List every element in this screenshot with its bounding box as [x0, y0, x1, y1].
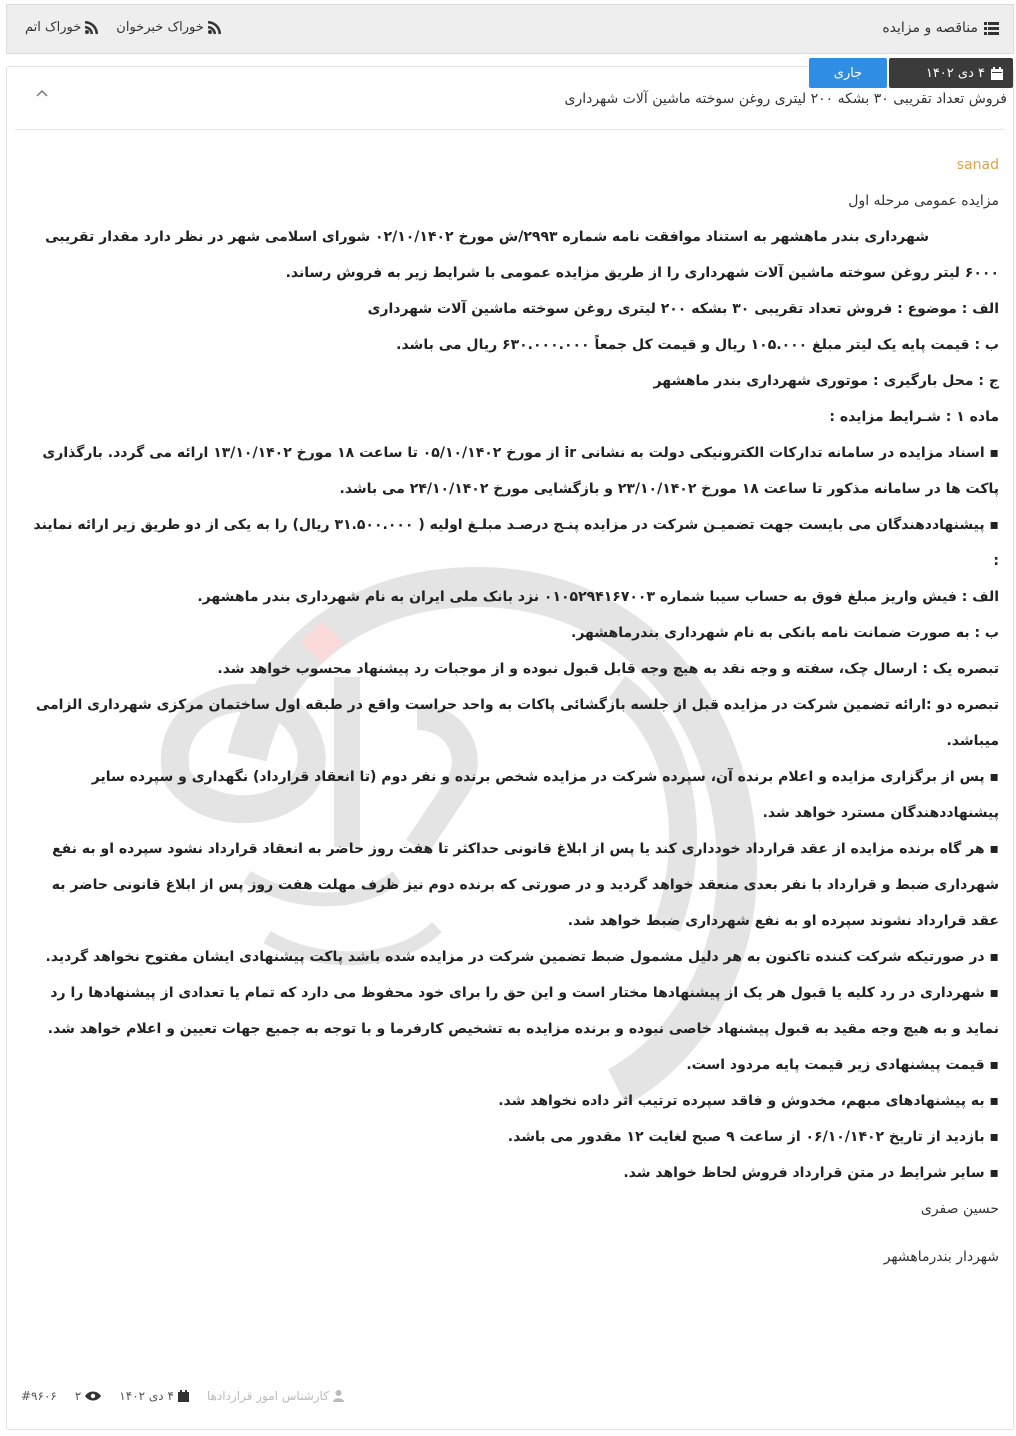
- status-badge: جاری: [809, 58, 887, 88]
- rss-icon: [208, 21, 221, 34]
- note-one: تبصره یک : ارسال چک، سفته و وجه نقد به هیچ وجه قابل قبول نبوده و از موجبات رد پیشنهاد محسوب خواهد شد.: [217, 661, 999, 677]
- calendar-icon: [991, 67, 1003, 80]
- note-two: تبصره دو :ارائه تضمین شرکت در مزایده قبل از جلسه بازگشائی پاکات به واحد حراست واقع در طبقه اول ساختمان مرکزی شهرداری الزامی میباشد.: [35, 697, 999, 749]
- section-breadcrumb[interactable]: [882, 20, 999, 36]
- condition-item: ▪ قیمت پیشنهادی زیر قیمت پایه مردود است.: [27, 1047, 999, 1083]
- divider: [15, 129, 1005, 130]
- section-label: مناقصه و مزایده: [882, 20, 978, 36]
- feed-news-link[interactable]: [116, 20, 220, 35]
- intro-paragraph: شهرداری بندر ماهشهر به استناد موافقت نامه شماره ۲۹۹۳/ش مورخ ۰۲/۱۰/۱۴۰۲ شورای اسلامی شهر در نظر دارد مقدار تقریبی ۶۰۰۰ لیتر روغن سوخته ماشین آلات شهرداری را از طریق مزایده عمومی با شرایط زیر به فروش رساند.: [45, 229, 999, 281]
- condition-item: ▪ بازدید از تاریخ ۰۶/۱۰/۱۴۰۲ از ساعت ۹ صبح لغایت ۱۲ مقدور می باشد.: [27, 1119, 999, 1155]
- condition-item: ▪ پس از برگزاری مزایده و اعلام برنده آن، سپرده شرکت در مزایده شخص برنده و نفر دوم (تا انعقاد قرارداد) نگهداری و سپرده سایر پیشنهاددهندگان مسترد خواهد شد.: [27, 759, 999, 831]
- condition-subitem: الف : فیش واریز مبلغ فوق به حساب سیبا شماره ۰۱۰۵۲۹۴۱۶۷۰۰۳ نزد بانک ملی ایران به نام شهرداری بندر ماهشهر.: [197, 589, 999, 605]
- feed-links: [25, 20, 221, 35]
- eye-icon: [85, 1391, 101, 1401]
- date-text: ۴ دی ۱۴۰۲: [925, 65, 985, 81]
- condition-item: ▪ سایر شرایط در متن قرارداد فروش لحاظ خواهد شد.: [27, 1155, 999, 1191]
- list-icon: [984, 22, 999, 35]
- announcement-card: [6, 66, 1014, 1430]
- feed-news-label: خوراک خبرخوان: [116, 20, 204, 35]
- rss-icon: [85, 21, 98, 34]
- signer-name: حسین صفری: [920, 1201, 999, 1217]
- condition-item: ▪ شهرداری در رد کلیه یا قبول هر یک از پیشنهادها مختار است و این حق را برای خود محفوظ می دارد که تمام یا تعدادی از پیشنهادها را رد نماید و به هیچ وجه مقید به قبول پیشنهاد خاصی نبوده و برنده مزایده به تشخیص کارفرما و با توجه به جمیع جهات تعیین و اعلام خواهد شد.: [27, 975, 999, 1047]
- auction-type: مزایده عمومی مرحله اول: [848, 193, 999, 209]
- author-name: کارشناس امور قراردادها: [206, 1389, 329, 1403]
- chevron-up-icon[interactable]: [35, 87, 49, 101]
- condition-item: ▪ در صورتیکه شرکت کننده تاکنون به هر دلیل مشمول ضبط تضمین شرکت در مزایده شده باشد پاکت پیشنهادی ایشان مفتوح نخواهد گردید.: [27, 939, 999, 975]
- post-date-text: ۴ دی ۱۴۰۲: [119, 1389, 174, 1403]
- author-link[interactable]: [207, 1389, 344, 1403]
- condition-item: ▪ پیشنهاددهندگان می بایست جهت تضمیـن شرکت در مزایده پنـج درصـد مبلـغ اولیه ( ۳۱.۵۰۰.۰۰۰ ریال) را به یکی از دو طریق زیر ارائه نمایند :: [27, 507, 999, 579]
- view-count-text: ۲: [74, 1389, 82, 1403]
- calendar-icon: [178, 1390, 189, 1402]
- item-id: #۹۶۰۶: [21, 1389, 57, 1403]
- source-label: sanad: [956, 157, 999, 173]
- location-line: ج : محل بارگیری : موتوری شهرداری بندر ماهشهر: [653, 373, 999, 389]
- article-heading: ماده ۱ : شـرایط مزایده :: [829, 409, 999, 425]
- condition-item: ▪ به پیشنهادهای مبهم، مخدوش و فاقد سپرده ترتیب اثر داده نخواهد شد.: [27, 1083, 999, 1119]
- feed-atom-link[interactable]: [25, 20, 98, 35]
- subject-line: الف : موضوع : فروش تعداد تقریبی ۳۰ بشکه ۲۰۰ لیتری روغن سوخته ماشین آلات شهرداری: [367, 301, 999, 317]
- price-line: ب : قیمت پایه یک لیتر مبلغ ۱۰۵.۰۰۰ ریال و قیمت کل جمعاً ۶۳۰.۰۰۰.۰۰۰ ریال می باشد.: [396, 337, 999, 353]
- user-icon: [333, 1390, 344, 1402]
- view-count: [75, 1389, 101, 1403]
- post-date: [119, 1389, 189, 1403]
- announcement-body: [27, 147, 999, 1275]
- condition-item: ▪ هر گاه برنده مزایده از عقد قرارداد خودداری کند یا پس از ابلاغ قانونی حداکثر تا هفت روز حاضر به انعقاد قرارداد نشود سپرده او به نفع شهرداری ضبط و قرارداد با نفر بعدی منعقد خواهد گردید و در صورتی که برنده دوم نیز ظرف مهلت هفت روز پس از ابلاغ قانونی حاضر به عقد قرارداد نشوند سپرده او به نفع شهرداری ضبط خواهد شد.: [27, 831, 999, 939]
- feed-atom-label: خوراک اتم: [25, 20, 82, 35]
- signer-title: شهردار بندرماهشهر: [883, 1249, 999, 1265]
- announcement-title[interactable]: فروش تعداد تقریبی ۳۰ بشکه ۲۰۰ لیتری روغن سوخته ماشین آلات شهرداری: [564, 91, 1007, 107]
- condition-subitem: ب : به صورت ضمانت نامه بانکی به نام شهرداری بندرماهشهر.: [571, 625, 999, 641]
- meta-footer: [21, 1389, 344, 1403]
- top-bar: [6, 4, 1014, 54]
- date-badge: [889, 58, 1013, 88]
- condition-item: ▪ اسناد مزایده در سامانه تدارکات الکترونیکی دولت به نشانی ir از مورخ ۰۵/۱۰/۱۴۰۲ تا ساعت ۱۸ مورخ ۱۳/۱۰/۱۴۰۲ ارائه می گردد. بارگذاری پاکت ها در سامانه مذکور تا ساعت ۱۸ مورخ ۲۳/۱۰/۱۴۰۲ و بازگشایی مورخ ۲۴/۱۰/۱۴۰۲ می باشد.: [27, 435, 999, 507]
